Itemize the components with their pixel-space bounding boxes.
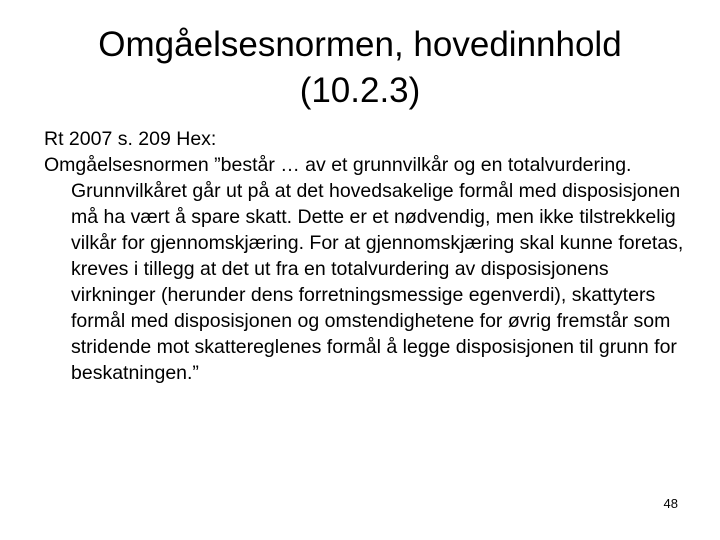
page-number: 48	[663, 496, 678, 511]
case-reference: Rt 2007 s. 209 Hex:	[44, 128, 217, 150]
slide-title	[0, 22, 720, 114]
slide-title-line-1: Omgåelsesnormen, hovedinnhold	[98, 25, 622, 64]
slide-body	[44, 126, 694, 386]
quoted-passage: Omgåelsesnormen ”består … av et grunnvilkår og en totalvurdering. Grunnvilkåret går ut på at det hovedsakelige formål med disposisjonen må ha vært å spare skatt. Dette er et nødvendig, men ikke tilstrekkelig vilkår for gjennomskjæring. For at gjennomskjæring skal kunne foretas, kreves i tillegg at det ut fra en totalvurdering av disposisjonens virkninger (herunder dens forretningsmessige egenverdi), skattyters formål med disposisjonen og omstendighetene for øvrig fremstår som stridende mot skattereglenes formål å legge disposisjonen til grunn for beskatningen.”	[44, 154, 684, 384]
slide-title-line-2: (10.2.3)	[299, 71, 421, 110]
